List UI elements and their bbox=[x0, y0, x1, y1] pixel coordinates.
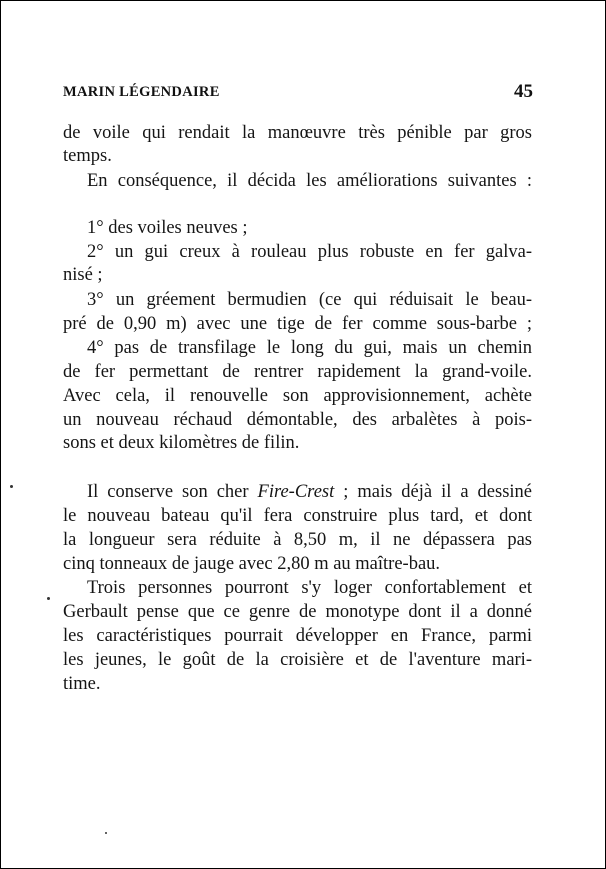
text-line: Trois personnes pourront s'y loger confortablement et bbox=[87, 578, 532, 598]
text-line: sons et deux kilomètres de filin. bbox=[63, 433, 300, 453]
text-fragment: Il conserve son cher bbox=[87, 482, 258, 502]
text-line: En conséquence, il décida les améliorations suivantes : bbox=[87, 171, 532, 191]
list-item: 2° un gui creux à rouleau plus robuste en fer galva- bbox=[87, 242, 532, 262]
boat-name: Fire-Crest bbox=[257, 482, 335, 502]
scan-speck bbox=[10, 485, 13, 488]
text-line: le nouveau bateau qu'il fera construire plus tard, et dont bbox=[63, 506, 532, 526]
scan-speck bbox=[47, 597, 50, 600]
list-item: 1° des voiles neuves ; bbox=[87, 218, 248, 238]
text-fragment: ; mais déjà il a dessiné bbox=[334, 482, 532, 502]
text-line bbox=[87, 481, 532, 504]
text-line: Avec cela, il renouvelle son approvisionnement, achète bbox=[63, 386, 532, 406]
text-line: la longueur sera réduite à 8,50 m, il ne dépassera pas bbox=[63, 530, 532, 550]
text-line: Gerbault pense que ce genre de monotype dont il a donné bbox=[63, 602, 532, 622]
text-line: de fer permettant de rentrer rapidement la grand-voile. bbox=[63, 362, 532, 382]
text-line: les jeunes, le goût de la croisière et de l'aventure mari- bbox=[63, 650, 532, 670]
text-line: temps. bbox=[63, 146, 112, 166]
scan-speck bbox=[105, 832, 107, 834]
text-line: nisé ; bbox=[63, 265, 103, 285]
running-title: MARIN LÉGENDAIRE bbox=[63, 84, 220, 100]
text-line: un nouveau réchaud démontable, des arbalètes à pois- bbox=[63, 410, 532, 430]
text-line: time. bbox=[63, 674, 101, 694]
list-item: 3° un gréement bermudien (ce qui réduisait le beau- bbox=[87, 290, 532, 310]
page-header bbox=[63, 81, 533, 103]
text-line: pré de 0,90 m) avec une tige de fer comme sous-barbe ; bbox=[63, 314, 532, 334]
page-number: 45 bbox=[514, 81, 533, 102]
text-line: cinq tonneaux de jauge avec 2,80 m au maître-bau. bbox=[63, 554, 441, 574]
text-line: les caractéristiques pourrait développer en France, parmi bbox=[63, 626, 532, 646]
list-item: 4° pas de transfilage le long du gui, mais un chemin bbox=[87, 338, 532, 358]
text-line: de voile qui rendait la manœuvre très pénible par gros bbox=[63, 123, 532, 143]
